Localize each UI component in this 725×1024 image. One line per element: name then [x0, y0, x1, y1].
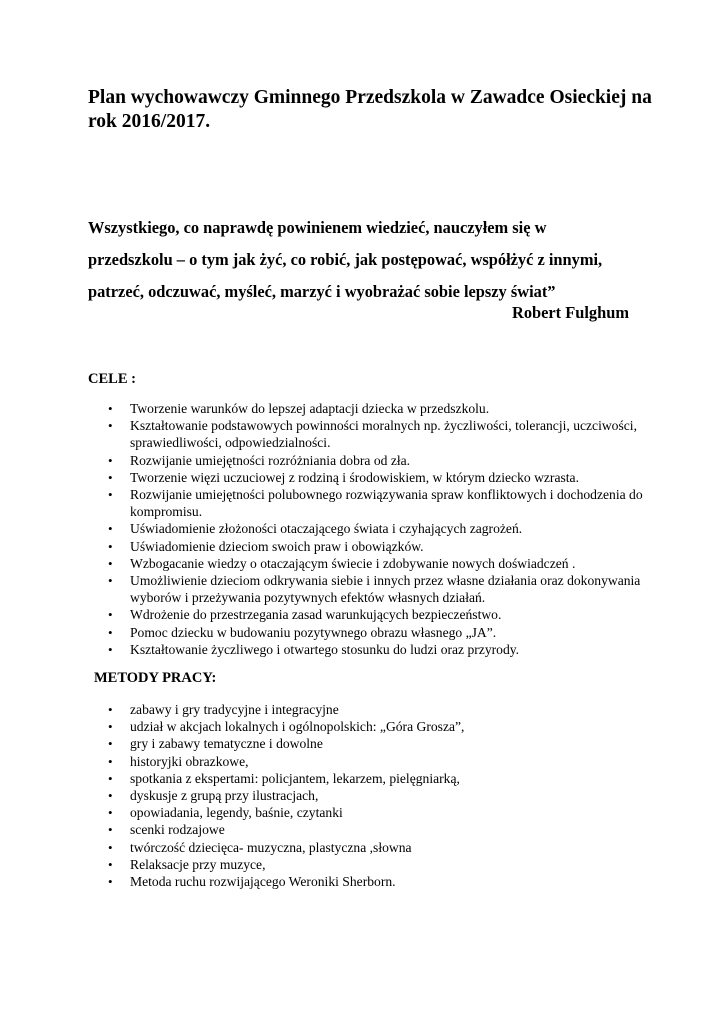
metody-heading: METODY PRACY:: [94, 670, 217, 686]
bullet-icon: •: [108, 521, 113, 537]
quote-line: Wszystkiego, co naprawdę powinienem wiedzieć, nauczyłem się w: [88, 218, 547, 237]
list-item-text: spotkania z ekspertami: policjantem, lekarzem, pielęgniarką,: [130, 770, 460, 786]
list-item: [108, 821, 650, 838]
list-item: [108, 538, 650, 555]
list-item: [108, 753, 650, 770]
list-item-text: Tworzenie warunków do lepszej adaptacji dziecka w przedszkolu.: [130, 401, 490, 416]
bullet-icon: •: [108, 573, 113, 589]
bullet-icon: •: [108, 418, 113, 434]
list-item-text: Wzbogacanie wiedzy o otaczającym świecie i zdobywanie nowych doświadczeń .: [130, 555, 576, 571]
bullet-icon: •: [108, 719, 113, 735]
list-item-text: Pomoc dziecku w budowaniu pozytywnego obrazu własnego „JA”.: [130, 624, 497, 640]
list-item-text: gry i zabawy tematyczne i dowolne: [130, 736, 323, 752]
list-item-text: Relaksacje przy muzyce,: [130, 856, 266, 872]
list-item: [108, 469, 650, 486]
bullet-icon: •: [108, 624, 113, 640]
list-item-text: Rozwijanie umiejętności polubownego rozwiązywania spraw konfliktowych i dochodzenia do kompromisu.: [130, 487, 643, 520]
list-item: [108, 804, 650, 821]
bullet-icon: •: [108, 839, 113, 855]
cele-heading: CELE :: [88, 371, 136, 387]
list-item: [108, 572, 650, 606]
list-item-text: historyjki obrazkowe,: [130, 753, 249, 769]
list-item: [108, 624, 650, 641]
list-item: [108, 787, 650, 804]
bullet-icon: •: [108, 607, 113, 623]
bullet-icon: •: [108, 641, 113, 657]
list-item-text: Uświadomienie złożoności otaczającego świata i czyhających zagrożeń.: [130, 521, 523, 537]
list-item: [108, 856, 650, 873]
list-item: [108, 400, 650, 417]
cele-list: [108, 400, 650, 658]
list-item-text: Umożliwienie dzieciom odkrywania siebie i innych przez własne działania oraz dokonywania wyborów i przeżywania pozytywnych efektów własnych działań.: [130, 573, 641, 606]
list-item-text: Metoda ruchu rozwijającego Weroniki Sherborn.: [130, 874, 396, 890]
bullet-icon: •: [108, 805, 113, 821]
bullet-icon: •: [108, 770, 113, 786]
list-item-text: Tworzenie więzi uczuciowej z rodziną i środowiskiem, w którym dziecko wzrasta.: [130, 469, 579, 485]
list-item: [108, 520, 650, 537]
list-item: [108, 839, 650, 856]
bullet-icon: •: [108, 874, 113, 890]
list-item: [108, 735, 650, 752]
list-item: [108, 486, 650, 520]
list-item: [108, 641, 650, 658]
list-item-text: Kształtowanie podstawowych powinności moralnych np. życzliwości, tolerancji, uczciwości, sprawiedliwości, odpowiedzialności.: [130, 418, 637, 451]
quote-line: przedszkolu – o tym jak żyć, co robić, jak postępować, współżyć z innymi,: [88, 250, 603, 269]
list-item: [108, 555, 650, 572]
list-item-text: twórczość dziecięca- muzyczna, plastyczna ,słowna: [130, 839, 412, 855]
list-item: [108, 873, 650, 890]
bullet-icon: •: [108, 822, 113, 838]
list-item-text: Rozwijanie umiejętności rozróżniania dobra od zła.: [130, 452, 411, 468]
list-item-text: zabawy i gry tradycyjne i integracyjne: [130, 702, 339, 717]
bullet-icon: •: [108, 469, 113, 485]
quote-author: Robert Fulghum: [511, 303, 629, 322]
list-item-text: Kształtowanie życzliwego i otwartego stosunku do ludzi oraz przyrody.: [130, 641, 520, 657]
bullet-icon: •: [108, 452, 113, 468]
bullet-icon: •: [108, 401, 113, 416]
list-item: [108, 606, 650, 623]
bullet-icon: •: [108, 538, 113, 554]
bullet-icon: •: [108, 702, 113, 717]
list-item-text: udział w akcjach lokalnych i ogólnopolskich: „Góra Grosza”,: [130, 719, 465, 735]
bullet-icon: •: [108, 856, 113, 872]
list-item: [108, 417, 650, 451]
bullet-icon: •: [108, 555, 113, 571]
bullet-icon: •: [108, 753, 113, 769]
bullet-icon: •: [108, 487, 113, 503]
quote: [88, 212, 648, 308]
list-item: [108, 701, 650, 718]
list-item: [108, 770, 650, 787]
bullet-icon: •: [108, 788, 113, 804]
list-item-text: Wdrożenie do przestrzegania zasad warunkujących bezpieczeństwo.: [130, 607, 502, 623]
list-item-text: Uświadomienie dzieciom swoich praw i obowiązków.: [130, 538, 424, 554]
document-title: Plan wychowawczy Gminnego Przedszkola w Zawadce Osieckiej na rok 2016/2017.: [88, 87, 652, 132]
list-item: [108, 452, 650, 469]
list-item-text: scenki rodzajowe: [130, 822, 225, 838]
list-item: [108, 718, 650, 735]
list-item-text: opowiadania, legendy, baśnie, czytanki: [130, 805, 343, 821]
bullet-icon: •: [108, 736, 113, 752]
list-item-text: dyskusje z grupą przy ilustracjach,: [130, 788, 319, 804]
metody-list: [108, 701, 650, 890]
quote-line: patrzeć, odczuwać, myśleć, marzyć i wyobrażać sobie lepszy świat”: [88, 282, 556, 301]
